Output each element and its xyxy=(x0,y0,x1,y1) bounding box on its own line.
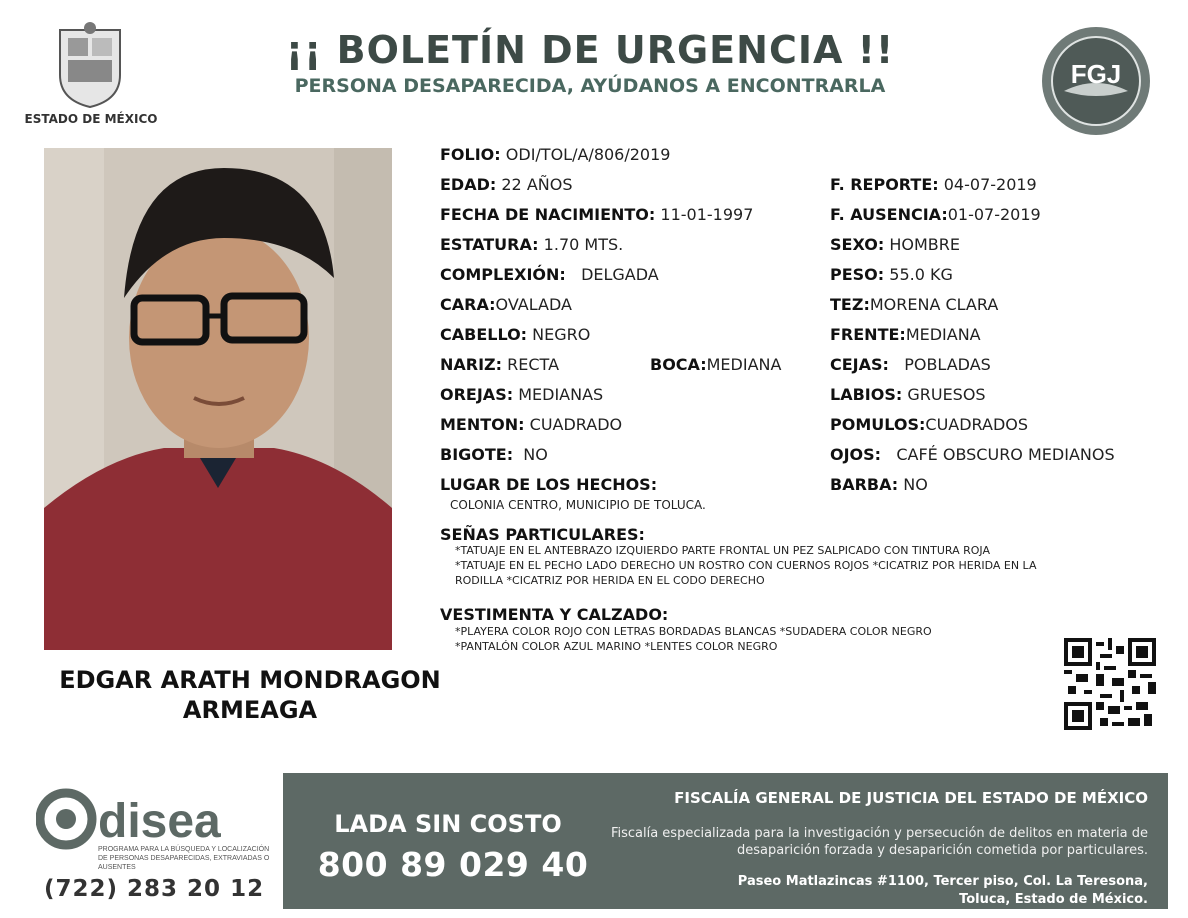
odisea-tagline-2: DE PERSONAS DESAPARECIDAS, EXTRAVIADAS O xyxy=(98,855,270,862)
person-name-line2: ARMEAGA xyxy=(182,696,318,724)
bulletin-title: ¡¡ BOLETÍN DE URGENCIA !! xyxy=(285,28,895,72)
field-tez: TEZ:MORENA CLARA xyxy=(830,295,999,314)
lada-number[interactable]: 800 89 029 40 xyxy=(317,845,589,884)
fgj-address xyxy=(628,873,1148,909)
field-complexion: COMPLEXIÓN: DELGADA xyxy=(440,265,659,284)
field-pomulos: POMULOS:CUADRADOS xyxy=(830,415,1029,434)
vestimenta-line: *PLAYERA COLOR ROJO CON LETRAS BORDADAS BLANCAS *SUDADERA COLOR NEGRO xyxy=(455,625,932,638)
field-boca: BOCA:MEDIANA xyxy=(650,355,782,374)
odisea-phone[interactable]: (722) 283 20 12 xyxy=(44,876,265,902)
state-coat-of-arms xyxy=(50,20,130,110)
field-cara: CARA:OVALADA xyxy=(440,295,572,314)
vestimenta-title: VESTIMENTA Y CALZADO: xyxy=(440,605,669,624)
field-barba: BARBA: NO xyxy=(830,475,928,494)
vestimenta-line: *PANTALÓN COLOR AZUL MARINO *LENTES COLOR NEGRO xyxy=(455,640,778,653)
field-frente: FRENTE:MEDIANA xyxy=(830,325,981,344)
field-orejas: OREJAS: MEDIANAS xyxy=(440,385,604,404)
field-f-reporte: F. REPORTE: 04-07-2019 xyxy=(830,175,1037,194)
missing-person-photo xyxy=(44,148,392,650)
field-lugar-label: LUGAR DE LOS HECHOS: xyxy=(440,475,658,494)
field-f-ausencia: F. AUSENCIA:01-07-2019 xyxy=(830,205,1041,224)
field-ojos: OJOS: CAFÉ OBSCURO MEDIANOS xyxy=(830,445,1115,464)
field-bigote: BIGOTE: NO xyxy=(440,445,548,464)
odisea-wordmark: disea xyxy=(98,795,221,848)
field-lugar-value: COLONIA CENTRO, MUNICIPIO DE TOLUCA. xyxy=(450,498,706,512)
address-line2: Toluca, Estado de México. xyxy=(959,892,1148,907)
person-name xyxy=(30,665,470,725)
person-name-line1: EDGAR ARATH MONDRAGON xyxy=(59,666,441,694)
senas-line: *TATUAJE EN EL ANTEBRAZO IZQUIERDO PARTE FRONTAL UN PEZ SALPICADO CON TINTURA ROJA xyxy=(455,544,991,557)
address-line1: Paseo Matlazincas #1100, Tercer piso, Col. La Teresona, xyxy=(737,874,1148,889)
lada-label: LADA SIN COSTO xyxy=(334,810,562,838)
field-estatura: ESTATURA: 1.70 MTS. xyxy=(440,235,624,254)
odisea-tagline-3: AUSENTES xyxy=(98,864,136,871)
senas-line: RODILLA *CICATRIZ POR HERIDA EN EL CODO DERECHO xyxy=(455,574,765,587)
field-edad: EDAD: 22 AÑOS xyxy=(440,175,573,194)
state-label: ESTADO DE MÉXICO xyxy=(24,112,158,126)
fgj-badge-logo xyxy=(1040,25,1152,137)
field-folio: FOLIO: ODI/TOL/A/806/2019 xyxy=(440,145,671,164)
odisea-tagline-1: PROGRAMA PARA LA BÚSQUEDA Y LOCALIZACIÓN xyxy=(98,846,270,853)
qr-code[interactable] xyxy=(1064,638,1156,730)
field-nacimiento: FECHA DE NACIMIENTO: 11-01-1997 xyxy=(440,205,754,224)
field-cejas: CEJAS: POBLADAS xyxy=(830,355,991,374)
odisea-logo xyxy=(36,785,276,875)
field-sexo: SEXO: HOMBRE xyxy=(830,235,960,254)
fgj-description: Fiscalía especializada para la investigación y persecución de delitos en materia de desaparición forzada y desaparición cometida por particulares. xyxy=(610,826,1148,858)
senas-title: SEÑAS PARTICULARES: xyxy=(440,525,645,544)
field-cabello: CABELLO: NEGRO xyxy=(440,325,591,344)
fgj-name: FISCALÍA GENERAL DE JUSTICIA DEL ESTADO DE MÉXICO xyxy=(674,789,1148,807)
field-peso: PESO: 55.0 KG xyxy=(830,265,953,284)
field-labios: LABIOS: GRUESOS xyxy=(830,385,986,404)
field-nariz: NARIZ: RECTA xyxy=(440,355,560,374)
field-menton: MENTON: CUADRADO xyxy=(440,415,623,434)
fgj-badge-text: FGJ xyxy=(1070,59,1122,89)
bulletin-subtitle: PERSONA DESAPARECIDA, AYÚDANOS A ENCONTRARLA xyxy=(294,75,886,97)
senas-line: *TATUAJE EN EL PECHO LADO DERECHO UN ROSTRO CON CUERNOS ROJOS *CICATRIZ POR HERIDA EN LA xyxy=(455,559,1037,572)
